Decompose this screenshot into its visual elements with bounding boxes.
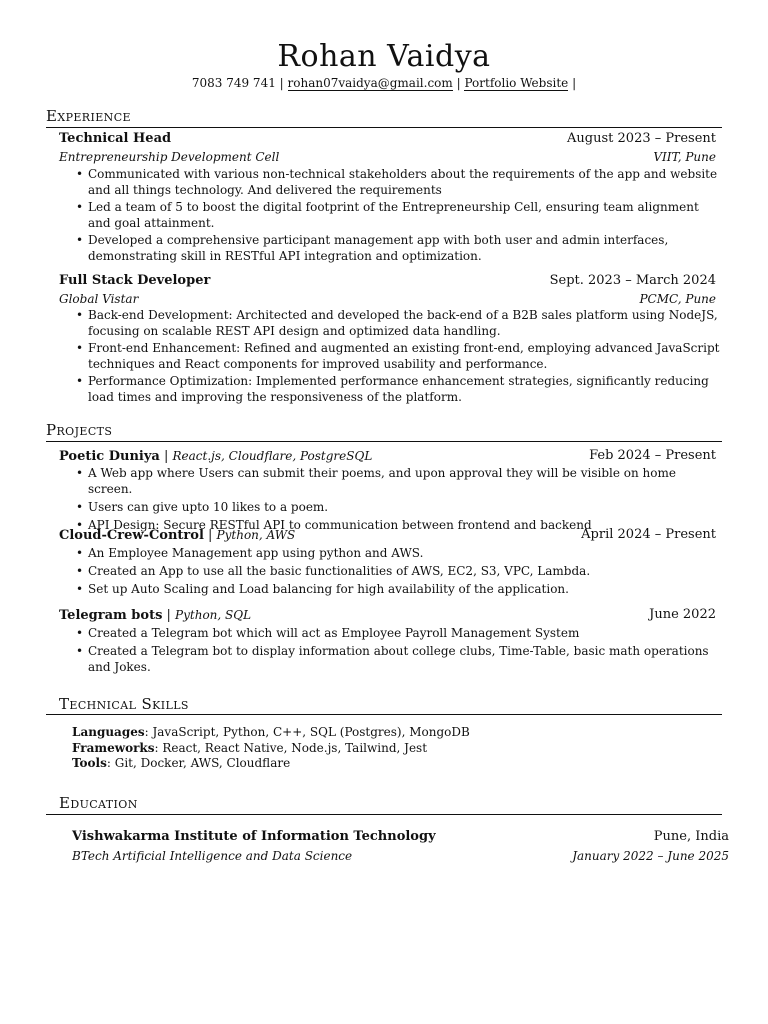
- email-link[interactable]: rohan07vaidya@gmail.com: [287, 76, 453, 90]
- project-name: Cloud-Crew-Control: [59, 528, 204, 543]
- job-dates: August 2023 – Present: [567, 131, 716, 146]
- list-item: • Communicated with various non-technical stakeholders about the requirements of the app and website and all things technology. And delivered the requirements: [76, 167, 724, 198]
- contact-separator: |: [568, 76, 577, 90]
- contact-line: [0, 75, 768, 91]
- skills-tools-label: Tools: [72, 756, 107, 770]
- project-stack: Python, SQL: [175, 608, 252, 622]
- school-name: Vishwakarma Institute of Information Technology: [72, 829, 436, 844]
- job-role: Full Stack Developer: [59, 273, 211, 288]
- section-divider: [46, 441, 722, 442]
- project-separator: |: [203, 528, 217, 543]
- project-bullet-list: [76, 466, 724, 533]
- skills-frameworks-value: : React, React Native, Node.js, Tailwind, Jest: [154, 740, 428, 755]
- skills-list: [72, 725, 470, 772]
- job-location: VIIT, Pune: [653, 150, 716, 164]
- list-item: • Created a Telegram bot which will act as Employee Payroll Management System: [76, 626, 724, 642]
- project-dates: Feb 2024 – Present: [589, 448, 716, 463]
- list-item: • Set up Auto Scaling and Load balancing for high availability of the application.: [76, 582, 724, 598]
- contact-separator: |: [275, 76, 288, 90]
- list-item: • Performance Optimization: Implemented performance enhancement strategies, significantly reducing load times and improving the responsiveness of the platform.: [76, 374, 724, 405]
- list-item: • Users can give upto 10 likes to a poem.: [76, 500, 724, 516]
- job-bullet-list: [76, 167, 724, 264]
- project-separator: |: [162, 608, 176, 623]
- school-location: Pune, India: [653, 829, 729, 844]
- list-item: • Created an App to use all the basic functionalities of AWS, EC2, S3, VPC, Lambda.: [76, 564, 724, 580]
- project-name: Telegram bots: [59, 608, 163, 623]
- skills-tools-value: : Git, Docker, AWS, Cloudflare: [106, 756, 291, 770]
- list-item: • Front-end Enhancement: Refined and augmented an existing front-end, employing advanced JavaScript techniques and React components for improved usability and performance.: [76, 341, 724, 372]
- job-organization: Global Vistar: [59, 292, 139, 306]
- degree-name: BTech Artificial Intelligence and Data Science: [72, 849, 353, 863]
- list-item: • Developed a comprehensive participant management app with both user and admin interfaces, demonstrating skill in RESTful API integration and optimization.: [76, 233, 724, 264]
- list-item: • A Web app where Users can submit their poems, and upon approval they will be visible on home screen.: [76, 466, 724, 497]
- skills-languages-value: : JavaScript, Python, C++, SQL (Postgres), MongoDB: [144, 725, 470, 739]
- section-title-education: Education: [59, 794, 138, 812]
- project-stack: Python, AWS: [216, 528, 296, 542]
- project-stack: React.js, Cloudflare, PostgreSQL: [172, 449, 373, 463]
- job-organization: Entrepreneurship Development Cell: [59, 150, 280, 164]
- project-separator: |: [159, 449, 173, 464]
- candidate-name: Rohan Vaidya: [277, 39, 491, 74]
- project-name: Poetic Duniya: [59, 449, 160, 464]
- job-location: PCMC, Pune: [639, 292, 716, 306]
- skills-frameworks-label: Frameworks: [72, 740, 155, 755]
- education-dates: January 2022 – June 2025: [572, 849, 729, 863]
- section-title-skills: Technical Skills: [59, 695, 189, 713]
- job-bullet-list: [76, 308, 724, 405]
- contact-separator: |: [452, 76, 465, 90]
- section-divider: [46, 127, 722, 128]
- list-item: • API Design: Secure RESTful API to communication between frontend and backend: [76, 518, 724, 534]
- job-dates: Sept. 2023 – March 2024: [549, 273, 716, 288]
- list-item: • Back-end Development: Architected and developed the back-end of a B2B sales platform using NodeJS, focusing on scalable REST API design and optimized data handling.: [76, 308, 724, 339]
- project-bullet-list: [76, 546, 724, 598]
- skills-tools: [72, 756, 470, 772]
- project-dates: April 2024 – Present: [581, 527, 716, 542]
- project-bullet-list: [76, 626, 724, 675]
- list-item: • Created a Telegram bot to display information about college clubs, Time-Table, basic math operations and Jokes.: [76, 644, 724, 675]
- phone-number: 7083 749 741: [191, 76, 276, 90]
- portfolio-link[interactable]: Portfolio Website: [464, 76, 569, 90]
- section-divider: [46, 814, 722, 815]
- project-dates: June 2022: [649, 607, 716, 622]
- section-divider: [46, 714, 722, 715]
- project-heading: [59, 448, 372, 465]
- project-heading: [59, 607, 251, 624]
- section-title-projects: Projects: [46, 421, 113, 439]
- list-item: • An Employee Management app using python and AWS.: [76, 546, 724, 562]
- skills-languages-label: Languages: [72, 725, 145, 739]
- project-heading: [59, 527, 295, 544]
- list-item: • Led a team of 5 to boost the digital footprint of the Entrepreneurship Cell, ensuring team alignment and goal attainment.: [76, 200, 724, 231]
- section-title-experience: Experience: [46, 107, 131, 125]
- skills-languages: [72, 725, 470, 741]
- skills-frameworks: [72, 741, 470, 757]
- job-role: Technical Head: [59, 131, 172, 146]
